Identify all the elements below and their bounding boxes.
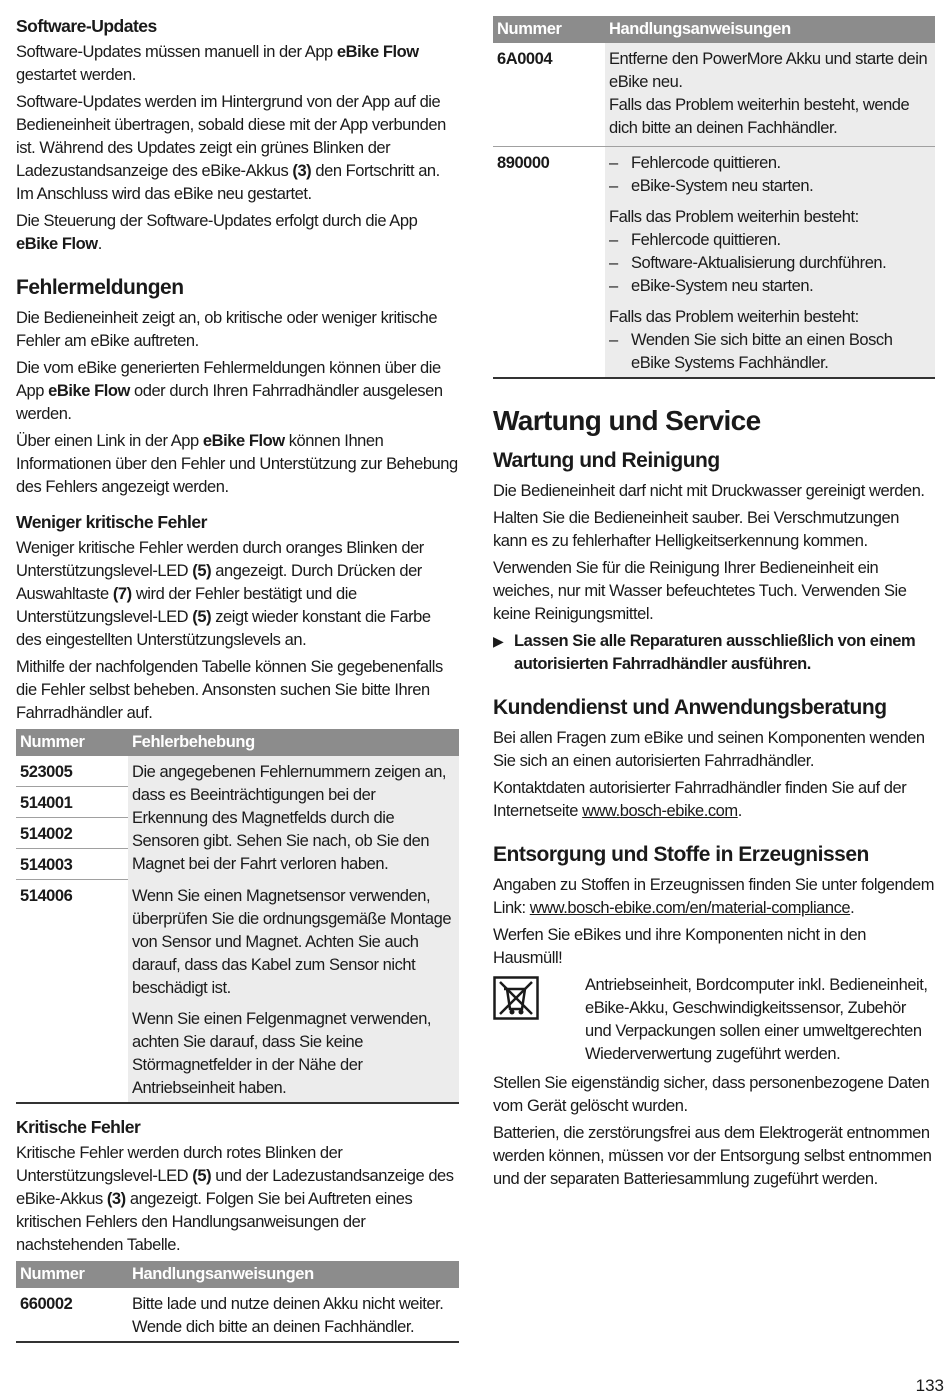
entsorgung-p4: Batterien, die zerstörungsfrei aus dem Elektrogerät entnommen werden können, müssen vor der Entsorgung selbst entnommen und der separaten Batteriesammlung zugeführt werden.	[493, 1124, 932, 1188]
handlungsanweisungen-table-2	[493, 16, 935, 379]
table-row	[493, 43, 935, 147]
column-header-nummer: Nummer	[16, 1261, 128, 1288]
column-header-handlungsanweisungen: Handlungsanweisungen	[128, 1261, 459, 1288]
weniger-kritisch-p2: Mithilfe der nachfolgenden Tabelle können Sie gegebenenfalls die Fehler selbst beheben. Ansonsten suchen Sie bitte Ihren Fahrradhändler auf.	[16, 658, 443, 722]
error-code: 890000	[493, 147, 605, 379]
list-item: – Fehlercode quittieren.	[609, 154, 781, 172]
list-item: – eBike-System neu starten.	[609, 177, 814, 195]
table-row	[16, 880, 459, 1103]
wartung-p2: Halten Sie die Bedieneinheit sauber. Bei Verschmutzungen kann es zu fehlerhafter Helligkeitserkennung kommen.	[493, 509, 899, 550]
list-item: – Wenden Sie sich bitte an einen Bosch eBike Systems Fachhändler.	[609, 331, 893, 372]
kundendienst-p1: Bei allen Fragen zum eBike und seinen Komponenten wenden Sie sich an einen autorisierten Fahrradhändler.	[493, 729, 925, 770]
table-row	[16, 1288, 459, 1342]
error-code: 660002	[16, 1288, 128, 1342]
repair-warning: ▶ Lassen Sie alle Reparaturen ausschließlich von einem autorisierten Fahrradhändler ausführen.	[493, 630, 935, 676]
entsorgung-p2: Werfen Sie eBikes und ihre Komponenten nicht in den Hausmüll!	[493, 926, 866, 967]
column-header-fehlerbehebung: Fehlerbehebung	[128, 729, 459, 756]
error-code: 514001	[16, 787, 128, 818]
list-item: – eBike-System neu starten.	[609, 277, 814, 295]
bosch-ebike-link[interactable]: www.bosch-ebike.com	[582, 802, 738, 820]
app-name: eBike Flow	[336, 43, 419, 61]
error-code: 6A0004	[493, 43, 605, 147]
fehlermeldungen-heading: Fehlermeldungen	[16, 276, 184, 299]
kundendienst-heading: Kundendienst und Anwendungsberatung	[493, 696, 887, 719]
error-code: 514006	[16, 880, 128, 1103]
left-column	[16, 14, 459, 1347]
disposal-text: Antriebseinheit, Bordcomputer inkl. Bedieneinheit, eBike-Akku, Geschwindigkeitssensor, Zubehör und Verpackungen sollen einer umweltgerechten Wiederverwertung zugeführt werden.	[585, 976, 928, 1063]
fehlermeldungen-p1: Die Bedieneinheit zeigt an, ob kritische oder weniger kritische Fehler am eBike auftreten.	[16, 309, 438, 350]
table-header-row	[16, 729, 459, 756]
weniger-kritisch-heading: Weniger kritische Fehler	[16, 512, 207, 532]
software-updates-heading: Software-Updates	[16, 16, 157, 36]
table-row	[16, 756, 459, 787]
table-header-row	[493, 16, 935, 43]
entsorgung-p1: Angaben zu Stoffen in Erzeugnissen finden Sie unter folgendem Link: www.bosch-ebike.com/en/material-compliance.	[493, 876, 934, 917]
software-updates-p1: Software-Updates müssen manuell in der App eBike Flow gestartet werden.	[16, 43, 419, 84]
error-code: 514003	[16, 849, 128, 880]
right-column	[493, 16, 935, 1195]
fehlerbehebung-table	[16, 729, 459, 1104]
software-updates-p2: Software-Updates werden im Hintergrund von der App auf die Bedieneinheit übertragen, sobald diese mit der App verbunden ist. Während des Updates zeigt ein grünes Blinken der Ladezustandsanzeige des eBike-Akkus (3) den Fortschritt an. Im Anschluss wird das eBike neu gestartet.	[16, 93, 446, 203]
weniger-kritisch-p1: Weniger kritische Fehler werden durch oranges Blinken der Unterstützungslevel-LED (5) angezeigt. Durch Drücken der Auswahltaste (7) wird der Fehler bestätigt und die Unterstützungslevel-LED (5) zeigt wieder konstant die Farbe des eingestellten Unterstützungslevels an.	[16, 539, 431, 649]
list-item: – Fehlercode quittieren.	[609, 231, 781, 249]
material-compliance-link[interactable]: www.bosch-ebike.com/en/material-compliance	[529, 899, 851, 917]
kritisch-heading: Kritische Fehler	[16, 1116, 141, 1137]
fehlermeldungen-p2: Die vom eBike generierten Fehlermeldungen können über die App eBike Flow oder durch Ihren Fahrradhändler ausgelesen werden.	[16, 359, 443, 423]
wartung-service-heading: Wartung und Service	[493, 405, 761, 436]
page-number: 133	[915, 1376, 944, 1395]
software-updates-p3: Die Steuerung der Software-Updates erfolgt durch die App eBike Flow.	[16, 212, 418, 253]
table-header-row	[16, 1261, 459, 1288]
error-description: Wenn Sie einen Magnetsensor verwenden, überprüfen Sie die ordnungsgemäße Montage von Sensor und Magnet. Achten Sie auch darauf, dass das Kabel zum Sensor nicht beschädigt ist. Wenn Sie einen Felgenmagnet verwenden, achten Sie darauf, dass Sie keine Störmagnetfelder in der Nähe der Antriebseinheit haben.	[128, 880, 459, 1103]
wartung-p3: Verwenden Sie für die Reinigung Ihrer Bedieneinheit ein weiches, nur mit Wasser befeuchtetes Tuch. Verwenden Sie keine Reinigungsmittel.	[493, 559, 907, 623]
wartung-reinigung-heading: Wartung und Reinigung	[493, 449, 720, 472]
wartung-p1: Die Bedieneinheit darf nicht mit Druckwasser gereinigt werden.	[493, 482, 925, 500]
crossed-out-wheelie-bin-icon	[493, 974, 585, 1066]
entsorgung-heading: Entsorgung und Stoffe in Erzeugnissen	[493, 843, 869, 866]
error-code: 523005	[16, 756, 128, 787]
fehlermeldungen-p3: Über einen Link in der App eBike Flow können Ihnen Informationen über den Fehler und Unterstützung zur Behebung des Fehlers angezeigt werden.	[16, 432, 458, 496]
handlungsanweisungen-table-1	[16, 1261, 459, 1343]
column-header-nummer: Nummer	[16, 729, 128, 756]
error-code: 514002	[16, 818, 128, 849]
instruction-cell: Entferne den PowerMore Akku und starte dein eBike neu. Falls das Problem weiterhin besteht, wende dich bitte an deinen Fachhändler.	[605, 43, 935, 147]
list-item: – Software-Aktualisierung durchführen.	[609, 254, 887, 272]
disposal-notice	[493, 974, 935, 1066]
entsorgung-p3: Stellen Sie eigenständig sicher, dass personenbezogene Daten vom Gerät gelöscht wurden.	[493, 1074, 930, 1115]
arrow-right-icon: ▶	[493, 633, 504, 649]
kritisch-p1: Kritische Fehler werden durch rotes Blinken der Unterstützungslevel-LED (5) und der Ladezustandsanzeige des eBike-Akkus (3) angezeigt. Folgen Sie bei Auftreten eines kritischen Fehlers den Handlungsanweisungen der nachstehenden Tabelle.	[16, 1143, 454, 1254]
instruction-cell: – Fehlercode quittieren. – eBike-System neu starten. Falls das Problem weiterhin besteht: – Fehlercode quittieren. – Software-Aktualisierung durchführen. – eBike-System neu starten. Falls das Problem weiterhin besteht: – Wenden Sie sich bitte an einen Bosch eBike Systems Fachhändler.	[605, 147, 935, 379]
instruction-cell: Bitte lade und nutze deinen Akku nicht weiter. Wende dich bitte an deinen Fachhändler.	[128, 1288, 459, 1342]
column-header-nummer: Nummer	[493, 16, 605, 43]
table-row	[493, 147, 935, 379]
kundendienst-p2: Kontaktdaten autorisierter Fahrradhändler finden Sie auf der Internetseite www.bosch-ebike.com.	[493, 779, 907, 820]
column-header-handlungsanweisungen: Handlungsanweisungen	[605, 16, 935, 43]
error-description: Die angegebenen Fehlernummern zeigen an, dass es Beeinträchtigungen bei der Erkennung des Magnetfelds durch die Sensoren gibt. Sehen Sie nach, ob Sie den Magnet bei der Fahrt verloren haben.	[128, 756, 459, 880]
